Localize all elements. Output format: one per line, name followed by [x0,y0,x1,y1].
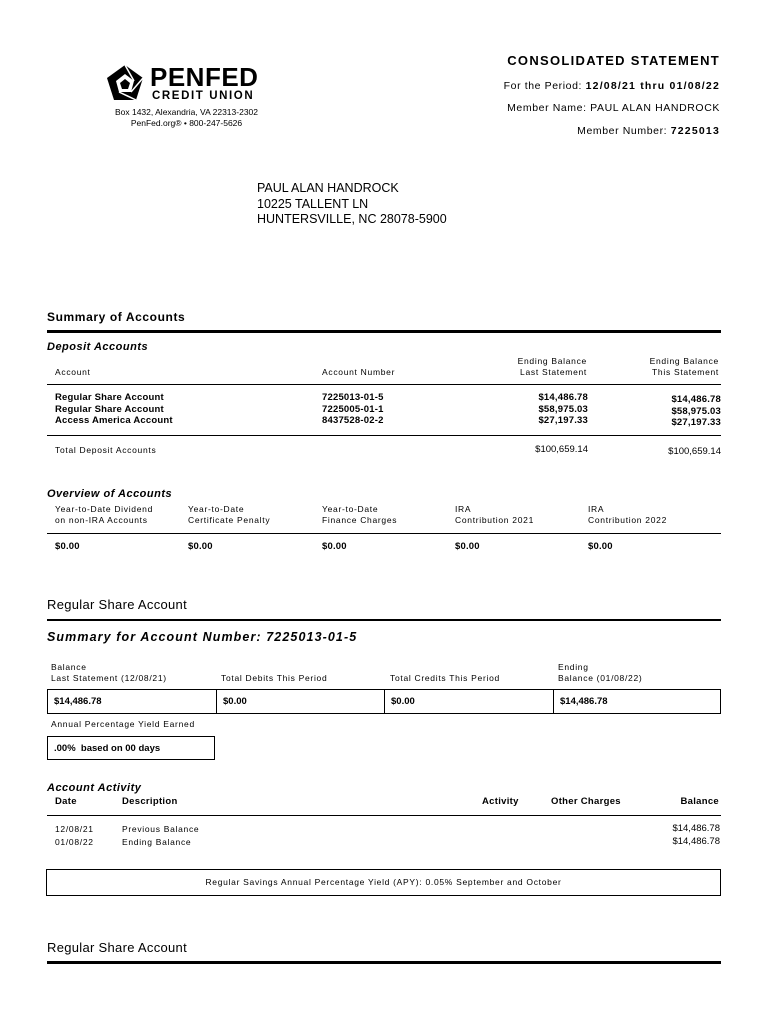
period-value: 12/08/21 thru 01/08/22 [585,80,720,92]
col-other-charges: Other Charges [551,796,621,807]
activity-description: Previous Balance [122,824,200,834]
balance-last-line2: Last Statement (12/08/21) [51,673,167,683]
apy-note: Regular Savings Annual Percentage Yield (APY): 0.05% September and October [205,877,562,887]
member-number-value: 7225013 [670,125,720,137]
overview-col-dividend [55,504,153,526]
divider [47,330,721,333]
last-balances [470,392,588,427]
total-this: $100,659.14 [668,446,721,457]
account-name: Regular Share Account [55,403,164,415]
statement-title: CONSOLIDATED STATEMENT [507,53,720,68]
col-account-number: Account Number [322,367,396,377]
member-name-line [507,102,720,114]
activity-descriptions [122,823,199,848]
overview-label: Year-to-Date [188,504,245,514]
activity-balance: $14,486.78 [672,835,720,847]
divider [47,619,721,621]
overview-label: Finance Charges [322,515,398,525]
col-date: Date [55,796,77,807]
account-name: Access America Account [55,415,173,426]
overview-value: $0.00 [55,541,80,552]
overview-col-ira-2021 [455,504,534,526]
address-line: HUNTERSVILLE, NC 28078-5900 [257,212,447,226]
apy-label: Annual Percentage Yield Earned [51,719,195,729]
apy-note-box [46,869,721,896]
brand-name: PENFED [150,61,259,92]
this-balances [600,394,721,429]
ending-line2: Balance (01/08/22) [558,673,643,683]
address-line: PAUL ALAN HANDROCK [257,181,399,195]
overview-label: Contribution 2022 [588,515,668,525]
activity-date: 01/08/22 [55,836,94,847]
penfed-pentagon-icon [104,62,146,104]
this-balance: $58,975.03 [671,405,721,417]
address-line: 10225 TALLENT LN [257,196,369,211]
total-debits-label: Total Debits This Period [221,673,328,683]
period-line [504,80,720,92]
total-credits-label: Total Credits This Period [390,673,500,683]
overview-value: $0.00 [322,541,347,552]
logo-address: Box 1432, Alexandria, VA 22313-2302 [114,107,259,117]
period-label: For the Period: [503,80,583,92]
last-balance: $27,197.33 [538,415,588,426]
this-balance: $27,197.33 [671,417,721,428]
overview-label: Certificate Penalty [188,515,271,525]
summary-title: Summary of Accounts [47,310,186,324]
col-account: Account [55,367,91,377]
balance-last-line1: Balance [51,662,87,672]
apy-value: .00% based on 00 days [54,742,161,754]
account-numbers [322,392,384,427]
divider [47,435,721,436]
col-last-line1: Ending Balance [517,356,587,366]
brand-subtitle: CREDIT UNION [152,89,255,102]
col-this-line1: Ending Balance [649,356,719,366]
balance-last-value: $14,486.78 [54,696,102,707]
account-number: 7225005-01-1 [322,403,384,415]
account-number: 8437528-02-2 [322,415,384,426]
logo-contact: PenFed.org® • 800-247-5626 [130,118,243,128]
activity-date: 12/08/21 [55,824,94,834]
overview-col-finance [322,504,397,526]
divider [47,384,721,385]
divider [47,961,721,964]
debits-value: $0.00 [216,690,384,713]
balance-summary-box [47,689,721,714]
account-names [55,392,173,427]
account-summary-title: Summary for Account Number: 7225013-01-5 [47,630,358,644]
divider [47,815,721,816]
activity-balances [600,823,720,848]
member-number-label: Member Number: [577,125,668,137]
overview-value: $0.00 [188,541,213,552]
ending-balance-label [558,662,642,684]
account-name: Regular Share Account [55,392,164,403]
next-section-title: Regular Share Account [47,940,187,955]
balance-last-label [51,662,167,684]
member-name-label: Member Name: [507,102,587,114]
divider [47,533,721,534]
activity-title: Account Activity [47,782,142,794]
overview-label: Contribution 2021 [455,515,535,525]
col-balance: Balance [680,796,719,807]
credits-value: $0.00 [384,690,553,713]
activity-description: Ending Balance [122,836,192,847]
mailing-address [257,181,447,228]
overview-col-ira-2022 [588,504,667,526]
ending-value: $14,486.78 [553,690,720,713]
ending-line1: Ending [558,662,589,672]
col-this-statement [600,356,719,378]
overview-title: Overview of Accounts [47,488,173,500]
member-name-value: PAUL ALAN HANDROCK [590,102,720,114]
overview-value: $0.00 [455,541,480,552]
overview-col-penalty [188,504,270,526]
total-deposit-label: Total Deposit Accounts [55,445,157,455]
last-balance: $58,975.03 [538,403,588,415]
activity-balance: $14,486.78 [672,823,720,834]
activity-dates [55,823,94,848]
col-activity: Activity [482,796,519,807]
col-last-line2: Last Statement [520,367,587,377]
last-balance: $14,486.78 [538,392,588,403]
member-number-line [577,125,720,137]
this-balance: $14,486.78 [671,394,721,405]
account-section-title: Regular Share Account [47,597,187,612]
overview-value: $0.00 [588,541,613,552]
overview-label: IRA [455,504,472,514]
deposit-accounts-title: Deposit Accounts [47,341,149,353]
overview-label: Year-to-Date Dividend [55,504,154,514]
overview-label: IRA [588,504,605,514]
col-description: Description [122,796,178,807]
overview-label: Year-to-Date [322,504,379,514]
col-last-statement [460,356,587,378]
overview-label: on non-IRA Accounts [55,515,148,525]
penfed-logo [104,62,274,129]
apy-box [47,736,215,760]
account-number: 7225013-01-5 [322,392,384,403]
col-this-line2: This Statement [652,367,719,377]
total-last: $100,659.14 [535,444,588,455]
